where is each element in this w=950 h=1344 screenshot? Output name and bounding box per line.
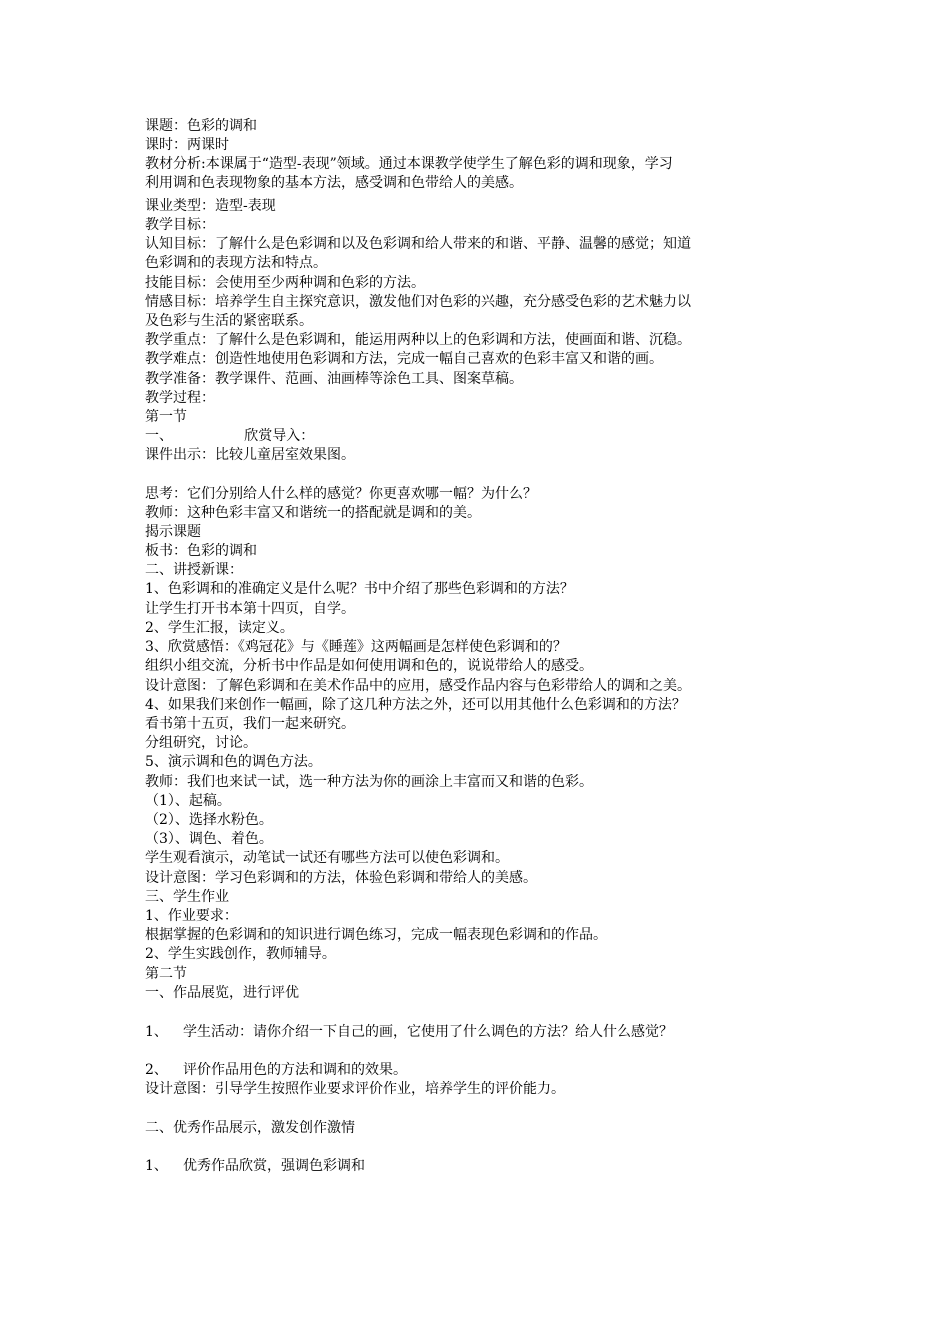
part-two-heading: 二、讲授新课：: [145, 562, 243, 578]
showcase-heading: 二、优秀作品展示，激发创作激情: [145, 1120, 355, 1136]
emotion-goal: 情感目标：培养学生自主探究意识，激发他们对色彩的兴趣，充分感受色彩的艺术魅力以: [145, 294, 691, 310]
exhibition-item-1-number: 1、: [145, 1024, 168, 1040]
lesson-type: 课业类型：造型-表现: [145, 198, 276, 214]
teaching-preparation: 教学准备：教学课件、范画、油画棒等涂色工具、图案草稿。: [145, 371, 523, 387]
showcase-item-1-number: 1、: [145, 1158, 168, 1174]
section-two-heading: 第二节: [145, 966, 187, 982]
courseware-line: 课件出示：比较儿童居室效果图。: [145, 447, 355, 463]
step-5: 5、演示调和色的调色方法。: [145, 754, 322, 770]
material-analysis-cont: 利用调和色表现物象的基本方法，感受调和色带给人的美感。: [145, 175, 523, 191]
homework-requirement: 1、作业要求：: [145, 908, 238, 924]
step-4: 4、如果我们来创作一幅画，除了这几种方法之外，还可以用其他什么色彩调和的方法？: [145, 697, 686, 713]
teaching-process-heading: 教学过程：: [145, 390, 215, 406]
step-4-detail: 看书第十五页，我们一起来研究。: [145, 716, 355, 732]
cognitive-goal-cont: 色彩调和的表现方法和特点。: [145, 255, 327, 271]
blackboard-writing: 板书：色彩的调和: [145, 543, 257, 559]
emotion-goal-cont: 及色彩与生活的紧密联系。: [145, 313, 313, 329]
teacher-remark: 教师：这种色彩丰富又和谐统一的搭配就是调和的美。: [145, 505, 481, 521]
teaching-focus: 教学重点：了解什么是色彩调和，能运用两种以上的色彩调和方法，使画面和谐、沉稳。: [145, 332, 691, 348]
group-research: 分组研究，讨论。: [145, 735, 257, 751]
part-one-heading: 一、 欣赏导入：: [145, 428, 315, 444]
reveal-topic: 揭示课题: [145, 524, 201, 540]
design-intent-1: 设计意图：了解色彩调和在美术作品中的应用，感受作品内容与色彩带给人的调和之美。: [145, 678, 691, 694]
thinking-question: 思考：它们分别给人什么样的感觉？你更喜欢哪一幅？为什么？: [145, 486, 537, 502]
lesson-hours: 课时：两课时: [145, 137, 229, 153]
substep-3: （3）、调色、着色。: [145, 831, 273, 847]
lesson-title: 课题：色彩的调和: [145, 118, 257, 134]
exhibition-item-2-text: 评价作品用色的方法和调和的效果。: [183, 1062, 407, 1078]
step-5-teacher: 教师：我们也来试一试，选一种方法为你的画涂上丰富而又和谐的色彩。: [145, 774, 593, 790]
homework-detail: 根据掌握的色彩调和的知识进行调色练习，完成一幅表现色彩调和的作品。: [145, 927, 607, 943]
step-1: 1、色彩调和的准确定义是什么呢？书中介绍了那些色彩调和的方法？: [145, 581, 574, 597]
skill-goal: 技能目标：会使用至少两种调和色彩的方法。: [145, 275, 425, 291]
part-three-heading: 三、学生作业: [145, 889, 229, 905]
step-3-detail: 组织小组交流，分析书中作品是如何使用调和色的，说说带给人的感受。: [145, 658, 593, 674]
substep-2: （2）、选择水粉色。: [145, 812, 273, 828]
step-3: 3、欣赏感悟：《鸡冠花》与《睡莲》这两幅画是怎样使色彩调和的？: [145, 639, 567, 655]
material-analysis: 教材分析:本课属于“造型-表现”领域。通过本课教学使学生了解色彩的调和现象，学习: [145, 156, 673, 172]
exhibition-item-1-text: 学生活动：请你介绍一下自己的画，它使用了什么调色的方法？给人什么感觉？: [183, 1024, 673, 1040]
student-watch: 学生观看演示，动笔试一试还有哪些方法可以使色彩调和。: [145, 850, 509, 866]
showcase-item-1-text: 优秀作品欣赏，强调色彩调和: [183, 1158, 365, 1174]
step-1-detail: 让学生打开书本第十四页，自学。: [145, 601, 355, 617]
exhibition-heading: 一、作品展览，进行评优: [145, 985, 299, 1001]
teaching-difficulty: 教学难点：创造性地使用色彩调和方法，完成一幅自己喜欢的色彩丰富又和谐的画。: [145, 351, 663, 367]
substep-1: （1）、起稿。: [145, 793, 231, 809]
cognitive-goal: 认知目标：了解什么是色彩调和以及色彩调和给人带来的和谐、平静、温馨的感觉；知道: [145, 236, 691, 252]
exhibition-item-2-number: 2、: [145, 1062, 168, 1078]
design-intent-3: 设计意图：引导学生按照作业要求评价作业，培养学生的评价能力。: [145, 1081, 565, 1097]
step-2: 2、学生汇报，读定义。: [145, 620, 294, 636]
student-practice: 2、学生实践创作，教师辅导。: [145, 946, 336, 962]
section-one-heading: 第一节: [145, 409, 187, 425]
design-intent-2: 设计意图：学习色彩调和的方法，体验色彩调和带给人的美感。: [145, 870, 537, 886]
teaching-goals-heading: 教学目标：: [145, 217, 215, 233]
